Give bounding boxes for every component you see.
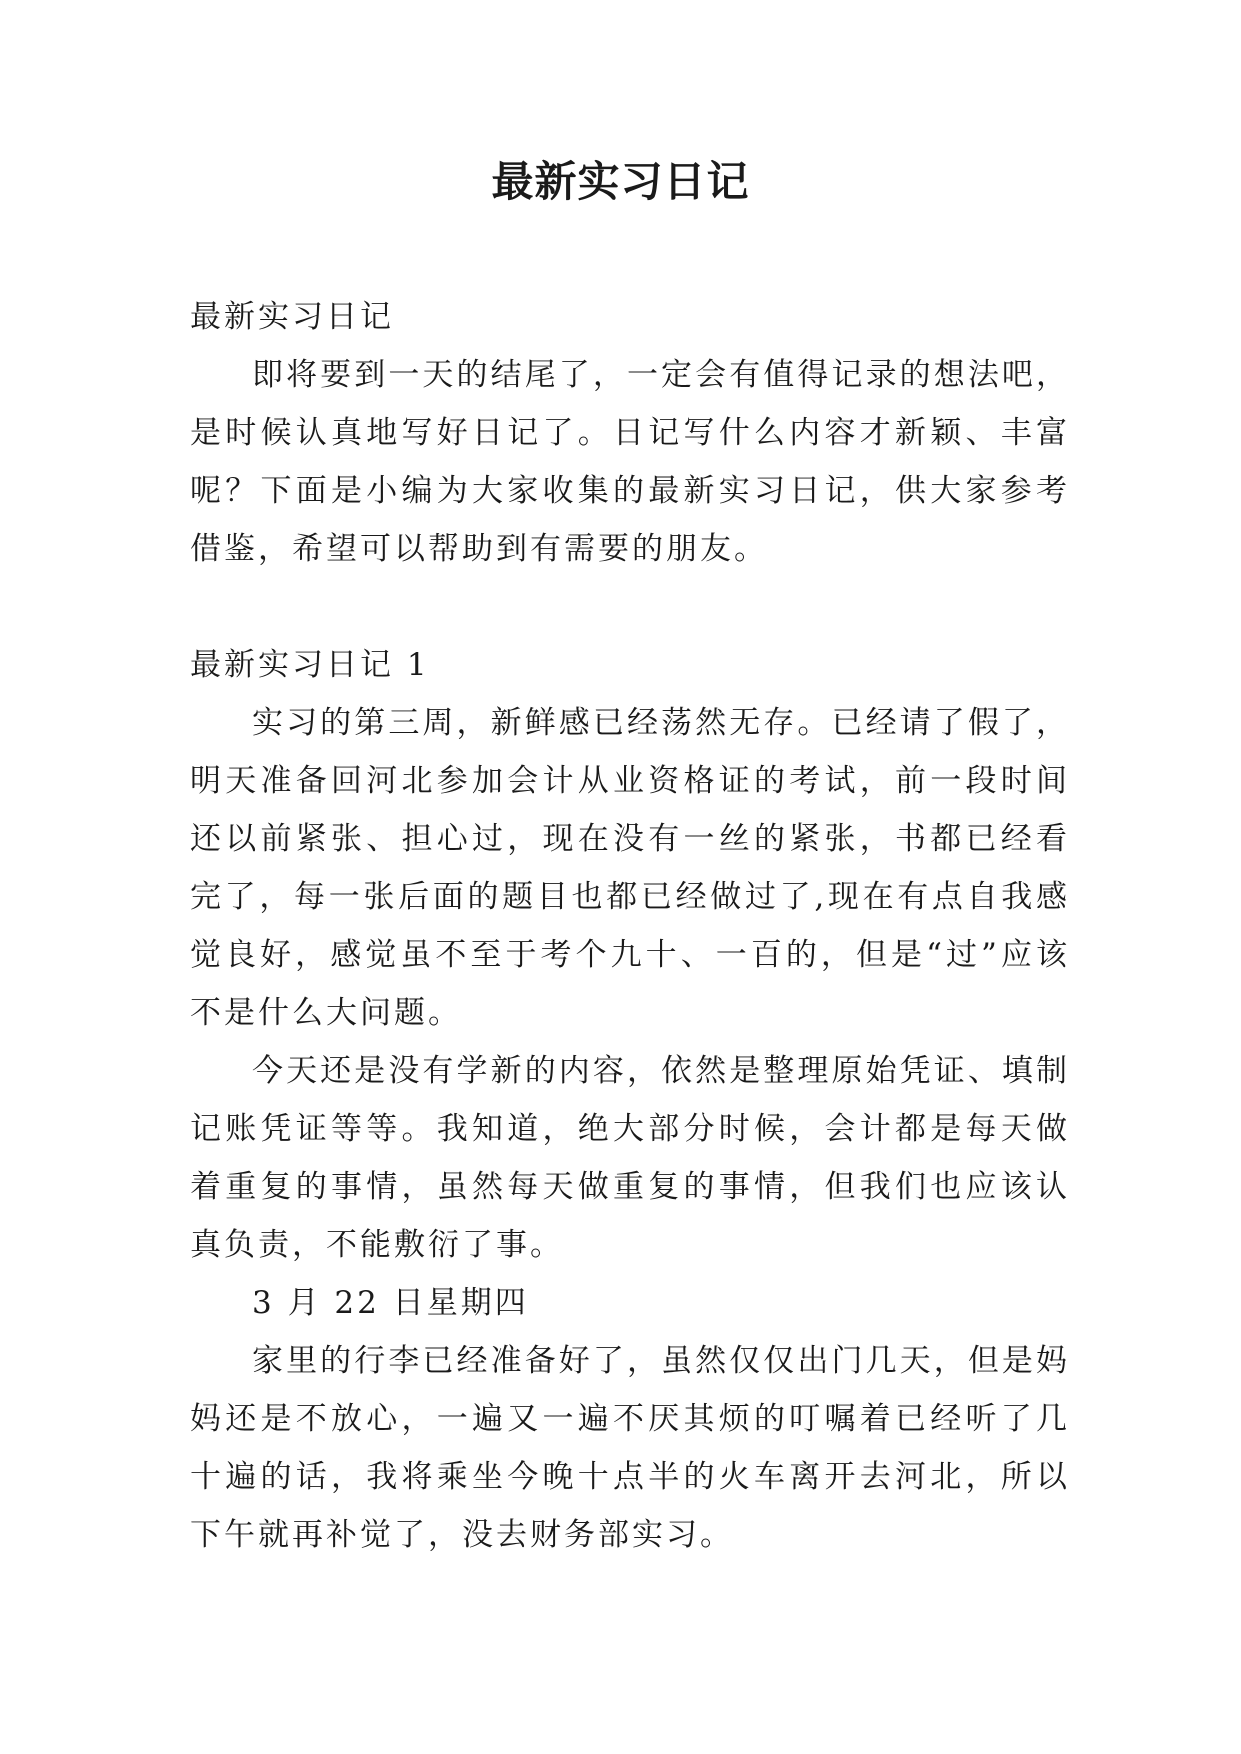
document-body: [190, 288, 1070, 1564]
section-heading-1: 最新实习日记 1: [190, 647, 430, 683]
intro-paragraph: 即将要到一天的结尾了，一定会有值得记录的想法吧，是时候认真地写好日记了。日记写什么内容才新颖、丰富呢？下面是小编为大家收集的最新实习日记，供大家参考借鉴，希望可以帮助到有需要的朋友。: [190, 357, 1070, 567]
diary-date: 3 月 22 日星期四: [252, 1285, 529, 1321]
body-paragraph: 今天还是没有学新的内容，依然是整理原始凭证、填制记账凭证等等。我知道，绝大部分时候，会计都是每天做着重复的事情，虽然每天做重复的事情，但我们也应该认真负责，不能敷衍了事。: [190, 1053, 1070, 1263]
section-heading-intro: 最新实习日记: [190, 299, 394, 335]
body-paragraph: 家里的行李已经准备好了，虽然仅仅出门几天，但是妈妈还是不放心，一遍又一遍不厌其烦的叮嘱着已经听了几十遍的话，我将乘坐今晚十点半的火车离开去河北，所以下午就再补觉了，没去财务部实习。: [190, 1343, 1070, 1553]
body-paragraph: 实习的第三周，新鲜感已经荡然无存。已经请了假了，明天准备回河北参加会计从业资格证的考试，前一段时间还以前紧张、担心过，现在没有一丝的紧张，书都已经看完了，每一张后面的题目也都已经做过了,现在有点自我感觉良好，感觉虽不至于考个九十、一百的，但是“过”应该不是什么大问题。: [190, 705, 1070, 1031]
document-title: 最新实习日记: [491, 157, 750, 206]
